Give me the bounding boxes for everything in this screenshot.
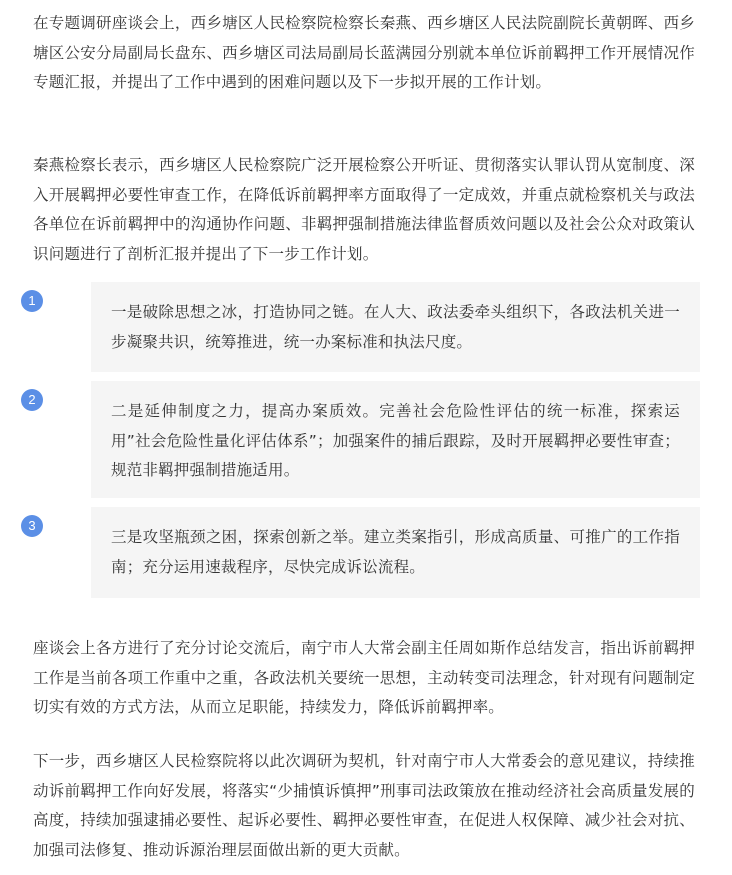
point-text-1: 一是破除思想之冰，打造协同之链。在人大、政法委牵头组织下，各政法机关进一步凝聚共识，统筹推进，统一办案标准和执法尺度。	[111, 303, 680, 351]
paragraph-procurator-statement: 秦燕检察长表示，西乡塘区人民检察院广泛开展检察公开听证、贯彻落实认罪认罚从宽制度、深入开展羁押必要性审查工作，在降低诉前羁押率方面取得了一定成效，并重点就检察机关与政法各单位在诉前羁押中的沟通协作问题、非羁押强制措施法律监督质效问题以及社会公众对政策认识问题进行了剖析汇报并提出了下一步工作计划。	[33, 156, 695, 263]
paragraph-report-intro: 在专题调研座谈会上，西乡塘区人民检察院检察长秦燕、西乡塘区人民法院副院长黄朝晖、西乡塘区公安分局副局长盘东、西乡塘区司法局副局长蓝满园分别就本单位诉前羁押工作开展情况作专题汇报，并提出了工作中遇到的困难问题以及下一步拟开展的工作计划。	[33, 14, 695, 91]
point-text-2: 二是延伸制度之力，提高办案质效。完善社会危险性评估的统一标准，探索运用”社会危险性量化评估体系”；加强案件的捕后跟踪，及时开展羁押必要性审查；规范非羁押强制措施适用。	[111, 402, 680, 479]
point-box-1	[91, 282, 700, 372]
paragraph-summary-speech: 座谈会上各方进行了充分讨论交流后，南宁市人大常会副主任周如斯作总结发言，指出诉前羁押工作是当前各项工作重中之重，各政法机关要统一思想，主动转变司法理念，针对现有问题制定切实有效的方式方法，从而立足职能，持续发力，降低诉前羁押率。	[33, 639, 695, 716]
point-text-3: 三是攻坚瓶颈之困，探索创新之举。建立类案指引，形成高质量、可推广的工作指南；充分运用速裁程序，尽快完成诉讼流程。	[111, 528, 680, 576]
number-badge-3: 3	[21, 515, 43, 537]
point-box-3	[91, 507, 700, 598]
paragraph-next-steps: 下一步，西乡塘区人民检察院将以此次调研为契机，针对南宁市人大常委会的意见建议，持续推动诉前羁押工作向好发展，将落实“少捕慎诉慎押”刑事司法政策放在推动经济社会高质量发展的高度，持续加强逮捕必要性、起诉必要性、羁押必要性审查，在促进人权保障、减少社会对抗、加强司法修复、推动诉源治理层面做出新的更大贡献。	[33, 752, 695, 859]
number-badge-2: 2	[21, 389, 43, 411]
point-box-2	[91, 381, 700, 498]
number-badge-1: 1	[21, 290, 43, 312]
